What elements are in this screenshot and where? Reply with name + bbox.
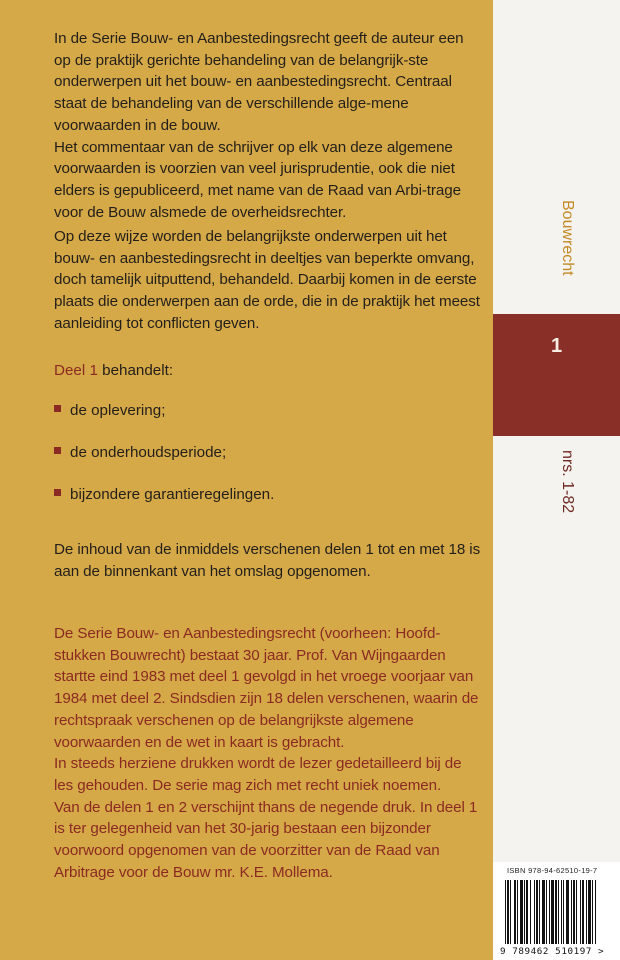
barcode-digits: 9 789462 510197 > bbox=[500, 946, 605, 957]
barcode-bar bbox=[517, 880, 518, 944]
barcode-bar bbox=[505, 880, 506, 944]
barcode-icon bbox=[493, 876, 620, 946]
history-paragraph-3: Van de delen 1 en 2 verschijnt thans de negende druk. In deel 1 is ter gelegenheid van het 30-jarig bestaan een bijzonder voorwoord opgenomen van de voorzitter van de Raad van Arbitrage voor de Bouw mr. K.E. Mollema. bbox=[54, 798, 478, 881]
barcode-bar bbox=[563, 880, 564, 944]
barcode-bar bbox=[566, 880, 569, 944]
spine-number-range: nrs. 1-82 bbox=[559, 450, 576, 514]
deel-heading bbox=[54, 360, 484, 382]
barcode-bar bbox=[546, 880, 547, 944]
bullet-square-icon bbox=[54, 447, 61, 454]
bullet-text: de onderhoudsperiode; bbox=[70, 444, 227, 461]
bullet-square-icon bbox=[54, 489, 61, 496]
barcode-bar bbox=[510, 880, 511, 944]
barcode-bar bbox=[595, 880, 596, 944]
spine-number-band bbox=[493, 314, 620, 436]
third-paragraph: De inhoud van de inmiddels verschenen delen 1 tot en met 18 is aan de binnenkant van het omslag opgenomen. bbox=[54, 541, 481, 580]
barcode-bar bbox=[551, 880, 554, 944]
barcode-bar bbox=[534, 880, 535, 944]
barcode-bar bbox=[558, 880, 559, 944]
isbn-label: ISBN 978-94-62510-19-7 bbox=[507, 866, 598, 875]
third-text bbox=[54, 539, 484, 582]
barcode-bar bbox=[555, 880, 557, 944]
barcode-bar bbox=[549, 880, 550, 944]
deel-accent: Deel 1 bbox=[54, 362, 98, 379]
barcode-bar bbox=[507, 880, 509, 944]
bullet-item bbox=[54, 400, 165, 422]
second-paragraph: Op deze wijze worden de belangrijkste onderwerpen uit het bouw- en aanbestedingsrecht in deeltjes van beperkte omvang, doch tamelijk uitputtend, behandeld. Daarbij komen in de eerste plaats die onderwerpen aan de orde, die in de praktijk het meest aanleiding tot conflicten geven. bbox=[54, 228, 480, 332]
barcode-bar bbox=[526, 880, 528, 944]
barcode-bar bbox=[588, 880, 591, 944]
bullet-item bbox=[54, 484, 274, 506]
bullet-text: bijzondere garantieregelingen. bbox=[70, 486, 275, 503]
barcode-bar bbox=[576, 880, 577, 944]
spine-volume-number: 1 bbox=[550, 335, 563, 357]
barcode-bar bbox=[539, 880, 540, 944]
barcode-bar bbox=[580, 880, 581, 944]
history-paragraph-1: De Serie Bouw- en Aanbestedingsrecht (voorheen: Hoofd-stukken Bouwrecht) bestaat 30 jaar. Prof. Van Wijngaarden startte eind 1983 met deel 1 gevolgd in het vroege voorjaar van 1984 met deel 2. Sindsdien zijn 18 delen verschenen, waarin de rechtspraak verschenen op de belangrijkste algemene voorwaarden en de wet in kaart is gebracht. bbox=[54, 625, 479, 751]
barcode-bar bbox=[582, 880, 584, 944]
barcode-bar bbox=[561, 880, 562, 944]
history-paragraph-2: In steeds herziene drukken wordt de lezer gedetailleerd bij de les gehouden. De serie mag zich met recht uniek noemen. bbox=[54, 755, 462, 794]
barcode-bar bbox=[571, 880, 572, 944]
intro-paragraph-2: Het commentaar van de schrijver op elk van deze algemene voorwaarden is voorzien van veel jurisprudentie, ook die niet elders is gepubliceerd, met name van de Raad van Arbi-trage voor de Bouw alsmede de overheidsrechter. bbox=[54, 138, 461, 221]
barcode-bar bbox=[592, 880, 593, 944]
barcode-bar bbox=[542, 880, 545, 944]
intro-text bbox=[54, 28, 484, 223]
series-history-text bbox=[54, 623, 484, 883]
bullet-text: de oplevering; bbox=[70, 402, 166, 419]
intro-paragraph-1: In de Serie Bouw- en Aanbestedingsrecht geeft de auteur een op de praktijk gerichte behandeling van de belangrijk-ste onderwerpen uit het bouw- en aanbestedingsrecht. Centraal staat de behandeling van de verschillende alge-mene voorwaarden in de bouw. bbox=[54, 30, 464, 134]
barcode-bar bbox=[520, 880, 523, 944]
spine-series-title: Bouwrecht bbox=[559, 200, 576, 276]
second-text bbox=[54, 226, 484, 335]
deel-heading-rest: behandelt: bbox=[97, 362, 174, 379]
barcode-bar bbox=[536, 880, 538, 944]
barcode-bar bbox=[530, 880, 531, 944]
barcode-bar bbox=[514, 880, 516, 944]
bullet-square-icon bbox=[54, 405, 61, 412]
barcode-bar bbox=[586, 880, 587, 944]
barcode-bar bbox=[573, 880, 575, 944]
barcode-bar bbox=[524, 880, 525, 944]
bullet-item bbox=[54, 442, 226, 464]
deel-section bbox=[54, 360, 484, 503]
